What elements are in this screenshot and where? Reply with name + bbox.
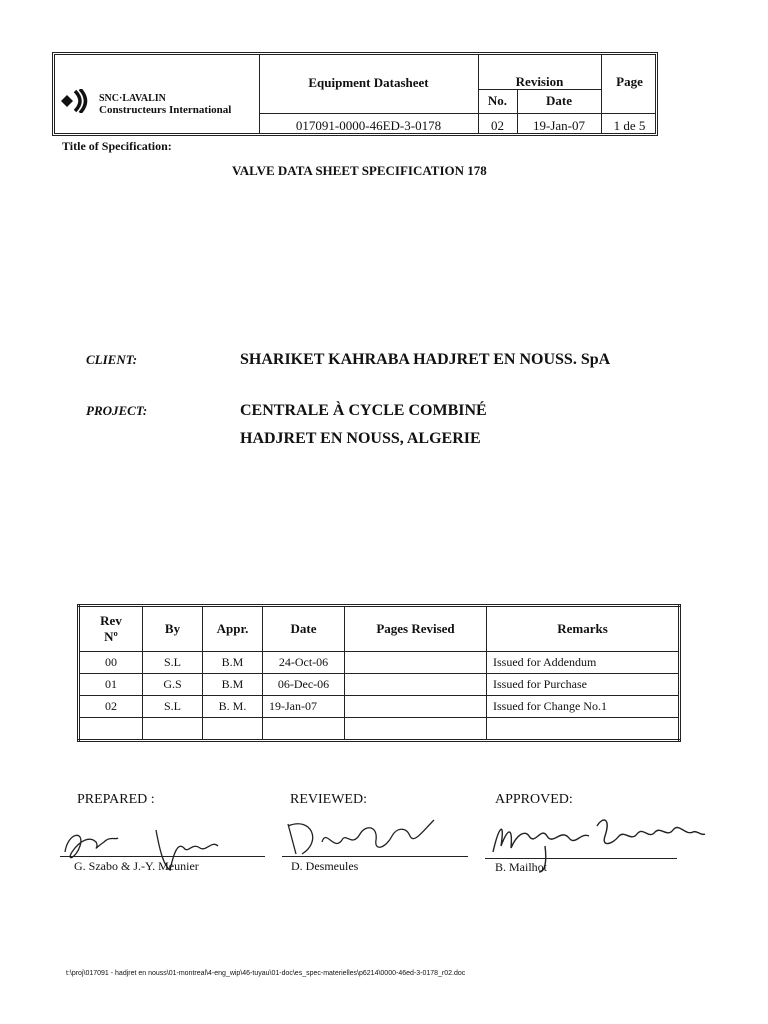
- cell-by: S.L: [143, 652, 203, 674]
- spec-label: Title of Specification:: [62, 139, 172, 153]
- cell-date: 24-Oct-06: [263, 652, 345, 674]
- cell-remarks: Issued for Addendum: [487, 652, 680, 674]
- col-date: Date: [263, 606, 345, 652]
- table-row: [79, 674, 680, 696]
- rev-no-value: 02: [491, 118, 504, 133]
- doc-type-heading: Equipment Datasheet: [308, 75, 429, 90]
- cell-by: [143, 718, 203, 741]
- page-value: 1 de 5: [613, 118, 646, 133]
- client-label: CLIENT:: [86, 352, 138, 367]
- col-remarks: Remarks: [487, 606, 680, 652]
- cell-remarks: Issued for Purchase: [487, 674, 680, 696]
- approved-label: APPROVED:: [495, 792, 573, 807]
- company-subtitle: Constructeurs International: [99, 104, 232, 116]
- cell-rev: 02: [79, 696, 143, 718]
- file-path-footer: t:\proj\017091 - hadjret en nouss\01-montreal\4-eng_wip\46-tuyau\01-doc\es_spec-materielles\p6214\0000-46ed-3-0178_r02.doc: [66, 970, 466, 977]
- cell-pages: [345, 652, 487, 674]
- cell-rev: 00: [79, 652, 143, 674]
- project-line1: CENTRALE À CYCLE COMBINÉ: [240, 402, 487, 419]
- table-row: [79, 652, 680, 674]
- cell-remarks: Issued for Change No.1: [487, 696, 680, 718]
- doc-number: 017091-0000-46ED-3-0178: [295, 118, 442, 133]
- cell-appr: B. M.: [203, 696, 263, 718]
- cell-appr: B.M: [203, 652, 263, 674]
- cell-remarks: [487, 718, 680, 741]
- cell-by: G.S: [143, 674, 203, 696]
- spec-title: VALVE DATA SHEET SPECIFICATION 178: [232, 163, 487, 178]
- col-by: By: [143, 606, 203, 652]
- page-heading: Page: [616, 74, 643, 89]
- rev-no-heading: No.: [487, 93, 508, 108]
- table-row: [79, 696, 680, 718]
- revision-table-header: [79, 606, 680, 652]
- cell-date: 19-Jan-07: [263, 696, 345, 718]
- prepared-label: PREPARED :: [77, 792, 155, 807]
- cell-date: 06-Dec-06: [263, 674, 345, 696]
- client-value: SHARIKET KAHRABA HADJRET EN NOUSS. SpA: [240, 351, 611, 368]
- reviewed-name: D. Desmeules: [291, 859, 359, 873]
- cell-date: [263, 718, 345, 741]
- col-pages-revised: Pages Revised: [345, 606, 487, 652]
- cell-rev: [79, 718, 143, 741]
- revision-table: [77, 604, 681, 742]
- col-appr: Appr.: [203, 606, 263, 652]
- prepared-name: G. Szabo & J.-Y. Meunier: [74, 859, 199, 873]
- cell-by: S.L: [143, 696, 203, 718]
- cell-pages: [345, 696, 487, 718]
- snc-lavalin-logo-icon: [61, 89, 91, 113]
- cell-rev: 01: [79, 674, 143, 696]
- rev-date-heading: Date: [546, 93, 572, 108]
- project-label: PROJECT:: [86, 403, 148, 418]
- cell-appr: [203, 718, 263, 741]
- reviewed-label: REVIEWED:: [290, 792, 367, 807]
- revision-heading: Revision: [515, 74, 564, 89]
- company-name: SNC·LAVALIN: [99, 93, 166, 104]
- document-header-block: [52, 52, 658, 136]
- rev-date-value: 19-Jan-07: [533, 118, 585, 133]
- cell-appr: B.M: [203, 674, 263, 696]
- table-row: [79, 718, 680, 741]
- cell-pages: [345, 674, 487, 696]
- cell-pages: [345, 718, 487, 741]
- col-rev: Rev Nº: [79, 606, 143, 652]
- project-line2: HADJRET EN NOUSS, ALGERIE: [240, 430, 481, 447]
- approved-name: B. Mailhot: [495, 860, 548, 874]
